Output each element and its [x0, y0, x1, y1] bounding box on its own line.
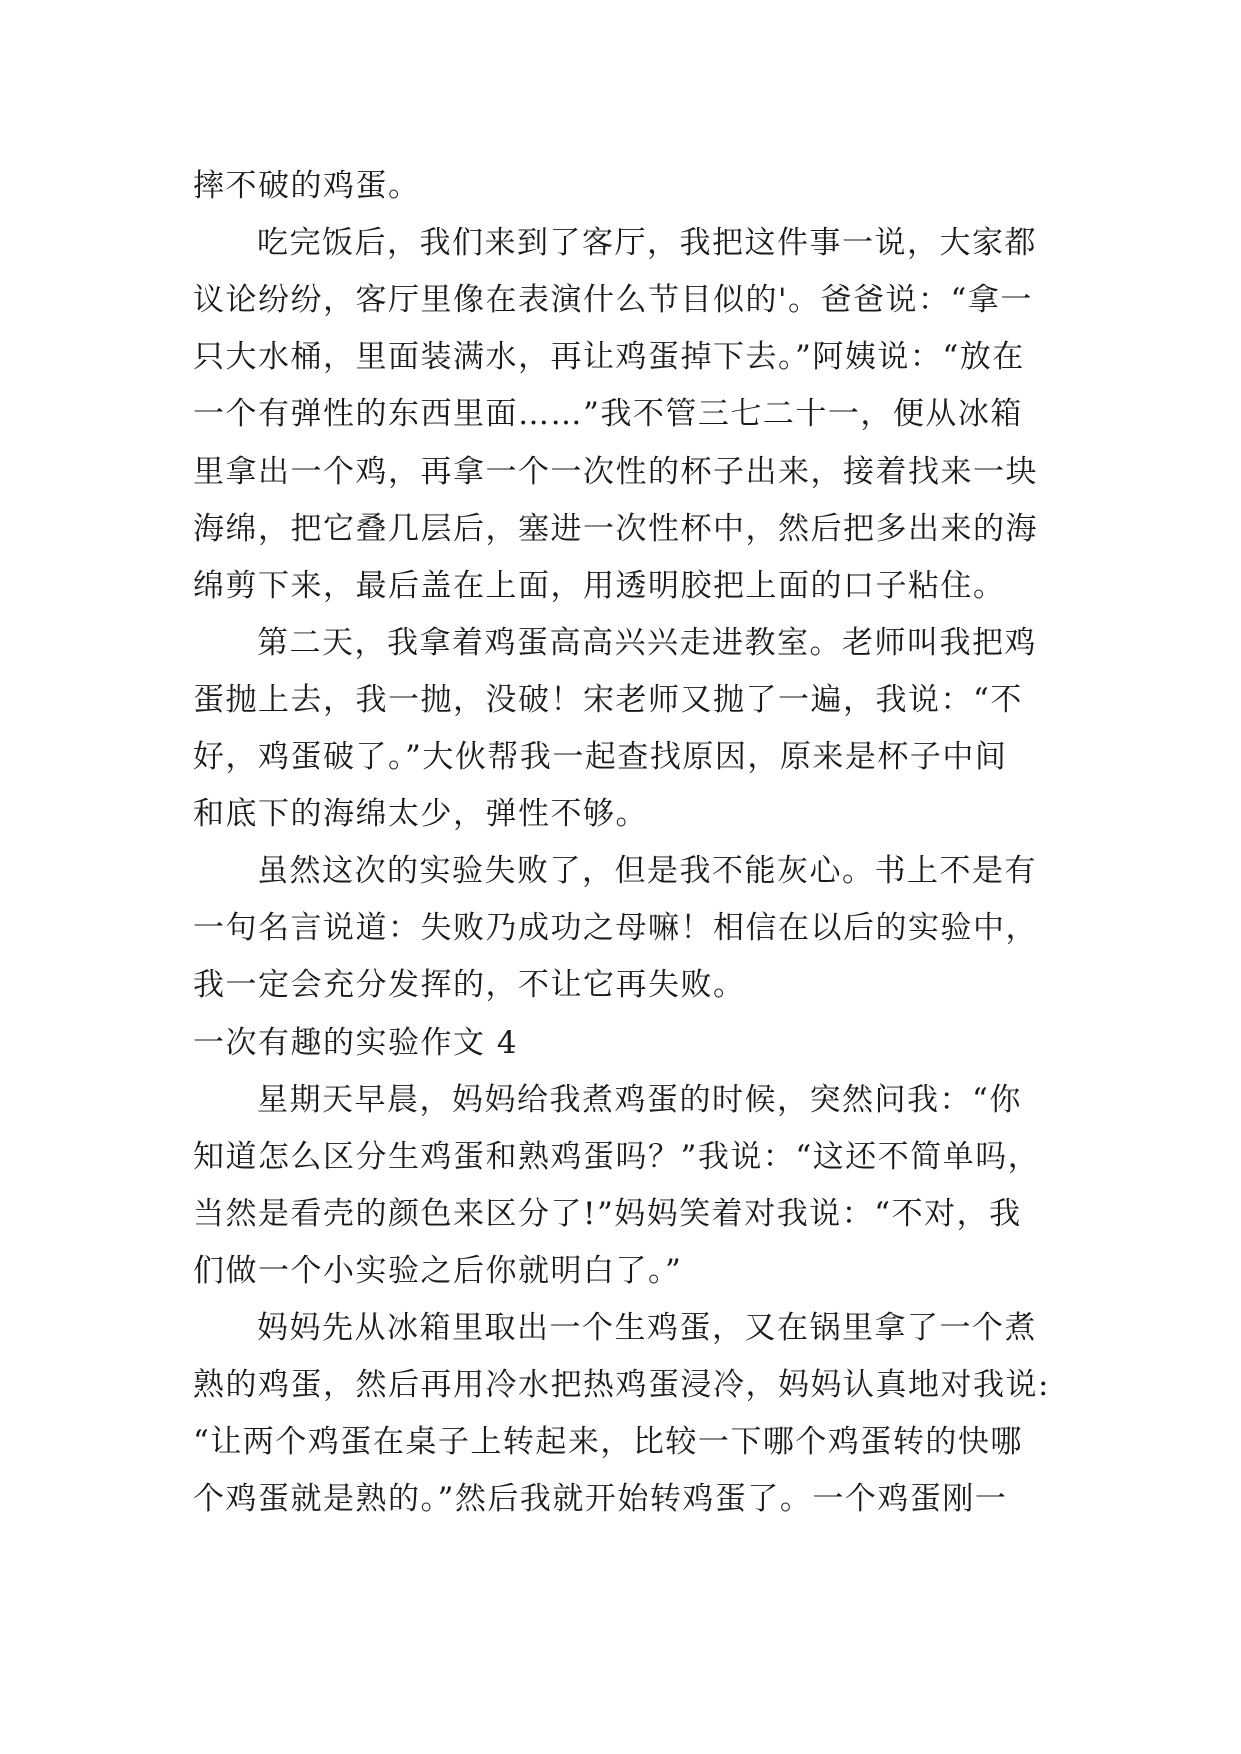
text-line: 一句名言说道：失败乃成功之母嘛！相信在以后的实验中，: [193, 910, 1038, 946]
text-line: 蛋抛上去，我一抛，没破！宋老师又抛了一遍，我说：“不: [193, 682, 1023, 718]
text-line: 里拿出一个鸡，再拿一个一次性的杯子出来，接着找来一块: [193, 454, 1038, 490]
text-line: 海绵，把它叠几层后，塞进一次性杯中，然后把多出来的海: [193, 511, 1038, 547]
text-line: 绵剪下来，最后盖在上面，用透明胶把上面的口子粘住。: [193, 568, 1006, 604]
text-line: 们做一个小实验之后你就明白了。”: [193, 1253, 683, 1289]
text-line: 好，鸡蛋破了。”大伙帮我一起查找原因，原来是杯子中间: [193, 739, 1008, 775]
text-line: 熟的鸡蛋，然后再用冷水把热鸡蛋浸冷，妈妈认真地对我说:: [193, 1367, 1050, 1403]
text-line: 第二天，我拿着鸡蛋高高兴兴走进教室。老师叫我把鸡: [257, 625, 1037, 661]
text-line: 当然是看壳的颜色来区分了!”妈妈笑着对我说：“不对，我: [193, 1196, 1022, 1232]
text-line: 吃完饭后，我们来到了客厅，我把这件事一说，大家都: [257, 225, 1037, 261]
text-line: 妈妈先从冰箱里取出一个生鸡蛋，又在锅里拿了一个煮: [257, 1310, 1037, 1346]
text-line: 虽然这次的实验失败了，但是我不能灰心。书上不是有: [257, 853, 1037, 889]
text-line: 只大水桶，里面装满水，再让鸡蛋掉下去。”阿姨说：“放在: [193, 339, 1025, 375]
text-line: 知道怎么区分生鸡蛋和熟鸡蛋吗？”我说：“这还不简单吗，: [193, 1139, 1041, 1175]
text-line: “让两个鸡蛋在桌子上转起来，比较一下哪个鸡蛋转的快哪: [193, 1424, 1023, 1460]
text-line: 个鸡蛋就是熟的。”然后我就开始转鸡蛋了。一个鸡蛋刚一: [193, 1481, 1008, 1517]
text-line: 一个有弹性的东西里面……”我不管三七二十一，便从冰箱: [193, 396, 1023, 432]
text-line: 我一定会充分发挥的，不让它再失败。: [193, 967, 746, 1003]
section-heading: 一次有趣的实验作文 4: [193, 1025, 519, 1061]
text-line: 议论纷纷，客厅里像在表演什么节目似的'。爸爸说：“拿一: [193, 282, 1033, 318]
text-line: 摔不破的鸡蛋。: [193, 168, 421, 204]
text-line: 和底下的海绵太少，弹性不够。: [193, 796, 648, 832]
text-line: 星期天早晨，妈妈给我煮鸡蛋的时候，突然问我：“你: [257, 1082, 1022, 1118]
